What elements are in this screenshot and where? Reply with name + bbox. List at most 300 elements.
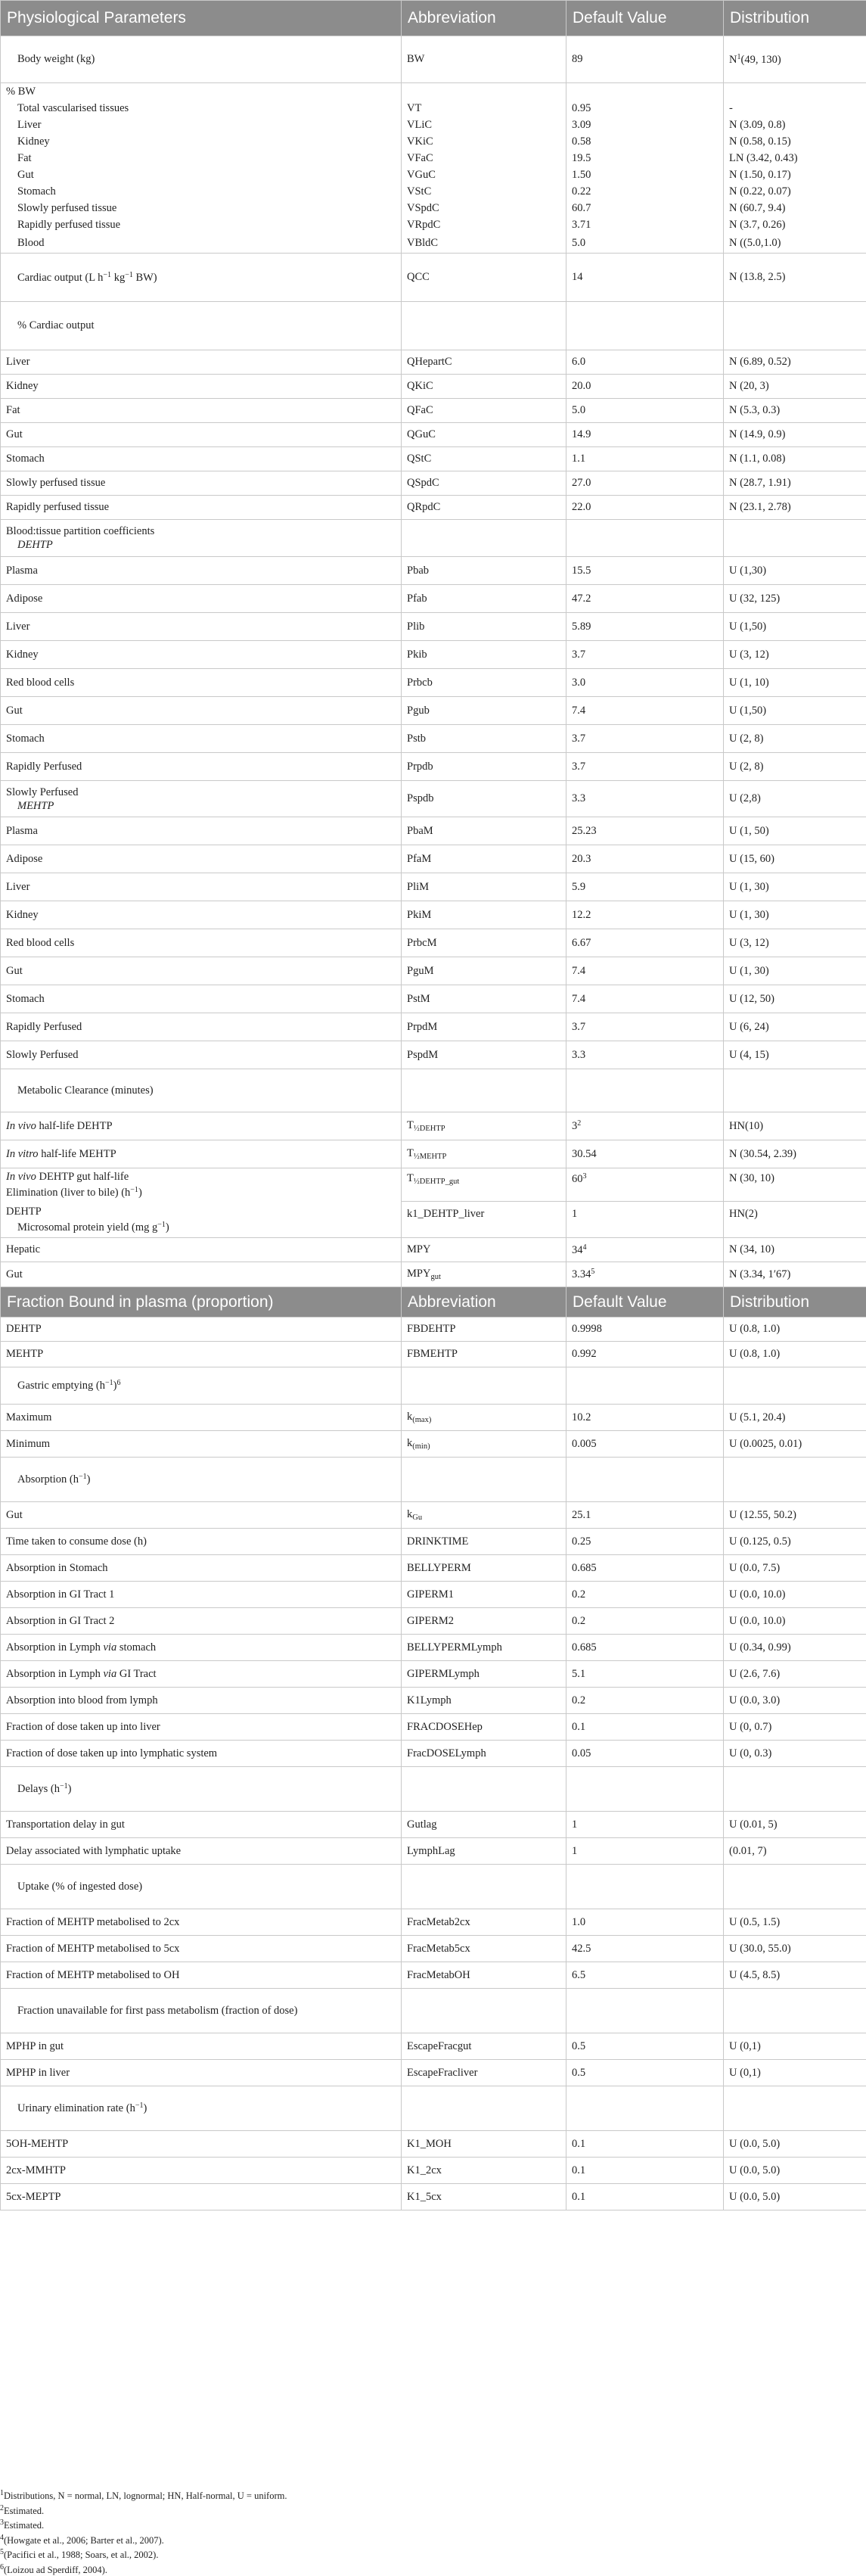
table-cell: N (28.7, 1.91) [724, 471, 866, 496]
table-cell: Absorption in GI Tract 1 [1, 1582, 402, 1608]
header-default: Default Value [566, 1287, 724, 1318]
table-cell: 6.67 [566, 929, 724, 957]
table-cell: 0.685 [566, 1635, 724, 1661]
table-cell [566, 83, 724, 101]
table-cell: $MPY_{gut}$ [402, 1262, 566, 1287]
table-cell: 3.7 [566, 725, 724, 753]
table-cell: 14 [566, 254, 724, 302]
table-cell: 3.34$^5$ [566, 1262, 724, 1287]
table-row [1, 1767, 866, 1812]
table-cell: Slowly perfused tissue [1, 471, 402, 496]
table-cell: FracMetabOH [402, 1962, 566, 1989]
table-cell: U (12, 50) [724, 985, 866, 1013]
table-cell: Maximum [1, 1405, 402, 1431]
table-row [1, 957, 866, 985]
table-cell: Fraction of MEHTP metabolised to OH [1, 1962, 402, 1989]
table-cell: 3.09 [566, 117, 724, 134]
header-parameter: Physiological Parameters [1, 1, 402, 36]
table-cell [402, 520, 566, 557]
table-cell [402, 1069, 566, 1112]
table-cell: - [724, 101, 866, 117]
table-cell: 6.5 [566, 1962, 724, 1989]
table-cell [566, 1069, 724, 1112]
header-default: Default Value [566, 1, 724, 36]
table-cell: PliM [402, 873, 566, 901]
table-cell: MPY [402, 1238, 566, 1262]
table-cell: Slowly Perfused [1, 1041, 402, 1069]
table-cell: EscapeFracgut [402, 2033, 566, 2060]
table-row [1, 1688, 866, 1714]
table-cell: U (1,50) [724, 613, 866, 641]
table-cell: Kidney [1, 901, 402, 929]
table-row [1, 1909, 866, 1936]
table-cell: U (3, 12) [724, 929, 866, 957]
table-row [1, 1458, 866, 1502]
table-cell [402, 1767, 566, 1812]
table-cell [566, 1767, 724, 1812]
table-cell: $T_{\frac{1}{2}MEHTP}$ [402, 1140, 566, 1168]
table-cell: 1 [566, 1202, 724, 1238]
table-cell: 1 [566, 1838, 724, 1865]
table-cell: 7.4 [566, 697, 724, 725]
table-row [1, 817, 866, 845]
table-cell: U (0, 0.3) [724, 1741, 866, 1767]
table-cell: 0.2 [566, 1688, 724, 1714]
table-cell: 0.9998 [566, 1318, 724, 1342]
table-cell: 12.2 [566, 901, 724, 929]
table-cell: 0.2 [566, 1608, 724, 1635]
table-cell: U (0.0, 5.0) [724, 2131, 866, 2158]
cell-dist: $N^1(49$, 130) [724, 36, 866, 83]
table-cell: 0.685 [566, 1555, 724, 1582]
table-cell: DRINKTIME [402, 1529, 566, 1555]
table-cell: Delays $(h^{-1})$ [1, 1767, 402, 1812]
table-cell: Stomach [1, 447, 402, 471]
table-cell: Blood [1, 234, 402, 254]
header-abbreviation: Abbreviation [402, 1287, 566, 1318]
table-cell: Slowly perfused tissue [1, 201, 402, 217]
table-cell: FBDEHTP [402, 1318, 566, 1342]
table-cell: VLiC [402, 117, 566, 134]
table-cell: Time taken to consume dose (h) [1, 1529, 402, 1555]
table-cell [724, 1458, 866, 1502]
table-cell: N (3.34, 1′67) [724, 1262, 866, 1287]
table-row [1, 1238, 866, 1262]
table-cell: N (34, 10) [724, 1238, 866, 1262]
table-cell: N (3.09, 0.8) [724, 117, 866, 134]
table-row [1, 1168, 866, 1202]
section-title: Metabolic Clearance (minutes) [1, 1069, 402, 1112]
table-cell: U (0.5, 1.5) [724, 1909, 866, 1936]
table-row [1, 184, 866, 201]
footnote: $^2$Estimated. [0, 2503, 866, 2518]
cardiac-output-label: Cardiac output (L $h^{-1}$ $kg^{-1}$ BW) [1, 254, 402, 302]
table-cell: Absorption in Stomach [1, 1555, 402, 1582]
table-cell: 0.1 [566, 2158, 724, 2184]
table-cell: QFaC [402, 399, 566, 423]
table-cell: Stomach [1, 985, 402, 1013]
table-cell: QGuC [402, 423, 566, 447]
table-cell: U (0.0, 5.0) [724, 2158, 866, 2184]
table-cell: U (0.0, 7.5) [724, 1555, 866, 1582]
header-parameter: Fraction Bound in plasma (proportion) [1, 1287, 402, 1318]
table-row [1, 1865, 866, 1909]
section-title: % BW [1, 83, 402, 101]
table-row [1, 1529, 866, 1555]
table-cell: 3.7 [566, 641, 724, 669]
table-cell: 7.4 [566, 985, 724, 1013]
table-cell: Fraction of MEHTP metabolised to 2cx [1, 1909, 402, 1936]
table-row [1, 1555, 866, 1582]
table-row [1, 1367, 866, 1405]
table-cell: Pspdb [402, 781, 566, 817]
table-cell: N (30.54, 2.39) [724, 1140, 866, 1168]
table-cell: U (0.0, 10.0) [724, 1608, 866, 1635]
table-cell: 3.7 [566, 1013, 724, 1041]
table-row [1, 217, 866, 234]
table-row [1, 1262, 866, 1287]
table-cell [724, 1767, 866, 1812]
table-cell: U (4.5, 8.5) [724, 1962, 866, 1989]
table-cell: U (0.8, 1.0) [724, 1342, 866, 1367]
table-cell: Adipose [1, 585, 402, 613]
table-row [1, 641, 866, 669]
table-row [1, 929, 866, 957]
table-cell: U (2.6, 7.6) [724, 1661, 866, 1688]
table-cell: 0.1 [566, 1714, 724, 1741]
table-cell: 3.71 [566, 217, 724, 234]
table-cell: Pstb [402, 725, 566, 753]
table-cell [566, 1989, 724, 2033]
table-cell: N (1.50, 0.17) [724, 167, 866, 184]
table-cell: Pbab [402, 557, 566, 585]
table-cell: Kidney [1, 641, 402, 669]
table-cell: N (6.89, 0.52) [724, 350, 866, 375]
table-row [1, 1318, 866, 1342]
table-cell: Liver [1, 873, 402, 901]
table-cell: In vivo half-life DEHTP [1, 1112, 402, 1140]
table-cell: Fraction of MEHTP metabolised to 5cx [1, 1936, 402, 1962]
table-row [1, 1812, 866, 1838]
table-cell: PspdM [402, 1041, 566, 1069]
table-cell: 0.2 [566, 1582, 724, 1608]
table-cell: PguM [402, 957, 566, 985]
table-cell: 1 [566, 1812, 724, 1838]
table-cell: Kidney [1, 134, 402, 151]
table-cell [402, 302, 566, 350]
footnote: $^5$(Pacifici et al., 1988; Soars, et al., 2002). [0, 2546, 866, 2562]
table-cell: 14.9 [566, 423, 724, 447]
table-cell: U (1, 30) [724, 873, 866, 901]
table-cell: Fraction of dose taken up into liver [1, 1714, 402, 1741]
table-row [1, 669, 866, 697]
table-cell: 30.54 [566, 1140, 724, 1168]
table-cell [724, 1865, 866, 1909]
table-cell: Delay associated with lymphatic uptake [1, 1838, 402, 1865]
table-cell: 0.992 [566, 1342, 724, 1367]
table-cell: Plasma [1, 557, 402, 585]
table-row [1, 725, 866, 753]
table-cell: 5.89 [566, 613, 724, 641]
table-cell: N (3.7, 0.26) [724, 217, 866, 234]
table-cell: Plasma [1, 817, 402, 845]
table-row [1, 101, 866, 117]
table-cell: N (14.9, 0.9) [724, 423, 866, 447]
table-cell: Absorption in GI Tract 2 [1, 1608, 402, 1635]
table-cell: N (1.1, 0.08) [724, 447, 866, 471]
table-cell: In vivo DEHTP gut half-life Elimination (liver to bile) $(h^{-1})$ [1, 1168, 402, 1202]
table-cell: K1Lymph [402, 1688, 566, 1714]
table-cell: U (3, 12) [724, 641, 866, 669]
table-cell: U (0.0, 5.0) [724, 2184, 866, 2210]
table-cell: 3.3 [566, 1041, 724, 1069]
table-cell: VBldC [402, 234, 566, 254]
table-row [1, 350, 866, 375]
table-cell: $3^2$ [566, 1112, 724, 1140]
table-cell: U (0.8, 1.0) [724, 1318, 866, 1342]
table-cell: Kidney [1, 375, 402, 399]
table-cell: 1.0 [566, 1909, 724, 1936]
table-cell: 5.0 [566, 399, 724, 423]
table-cell: N (5.3, 0.3) [724, 399, 866, 423]
table-row [1, 557, 866, 585]
table-cell: Transportation delay in gut [1, 1812, 402, 1838]
table-cell: U (30.0, 55.0) [724, 1936, 866, 1962]
table-cell: BELLYPERM [402, 1555, 566, 1582]
table-cell: Stomach [1, 184, 402, 201]
table-cell: $34^4$ [566, 1238, 724, 1262]
table-row [1, 781, 866, 817]
table-row [1, 1342, 866, 1367]
table-cell: DEHTP [1, 1318, 402, 1342]
table-cell: QStC [402, 447, 566, 471]
table-cell [566, 1458, 724, 1502]
table-cell: 20.3 [566, 845, 724, 873]
table-cell: Rapidly Perfused [1, 753, 402, 781]
table-cell: 2cx-MMHTP [1, 2158, 402, 2184]
table-cell: FBMEHTP [402, 1342, 566, 1367]
table-row [1, 399, 866, 423]
table-cell: 1.50 [566, 167, 724, 184]
table-cell: VStC [402, 184, 566, 201]
table-cell: Rapidly Perfused [1, 1013, 402, 1041]
table-cell [566, 1367, 724, 1405]
table-row [1, 1502, 866, 1529]
table-row [1, 873, 866, 901]
table-row [1, 2158, 866, 2184]
table-row [1, 1635, 866, 1661]
table-cell: 0.1 [566, 2131, 724, 2158]
table-cell: 19.5 [566, 151, 724, 167]
table-cell: U (1, 50) [724, 817, 866, 845]
table-cell: 3.7 [566, 753, 724, 781]
table-cell: U (0.0, 10.0) [724, 1582, 866, 1608]
table-cell: Fat [1, 399, 402, 423]
header-abbreviation: Abbreviation [402, 1, 566, 36]
table-row [1, 1962, 866, 1989]
table-cell: U (12.55, 50.2) [724, 1502, 866, 1529]
table-cell: MPHP in liver [1, 2060, 402, 2086]
table-cell: Gut [1, 957, 402, 985]
table-cell: 42.5 [566, 1936, 724, 1962]
table-cell: Total vascularised tissues [1, 101, 402, 117]
table-row [1, 753, 866, 781]
table-row [1, 471, 866, 496]
table-cell: 20.0 [566, 375, 724, 399]
table-row [1, 613, 866, 641]
table-cell: Liver [1, 117, 402, 134]
table-row [1, 2033, 866, 2060]
table-cell: 25.1 [566, 1502, 724, 1529]
table-cell: VSpdC [402, 201, 566, 217]
table-row [1, 1140, 866, 1168]
table-row [1, 1069, 866, 1112]
table-cell: VFaC [402, 151, 566, 167]
table-cell: U (2, 8) [724, 753, 866, 781]
footnote: $^1$Distributions, N = normal, LN, lognormal; HN, Half-normal, U = uniform. [0, 2487, 866, 2503]
table-row [1, 496, 866, 520]
table-header [1, 1287, 866, 1318]
table-cell: 0.58 [566, 134, 724, 151]
table-cell: QSpdC [402, 471, 566, 496]
partition-title: Blood:tissue partition coefficients DEHTP [1, 520, 402, 557]
table-row [1, 167, 866, 184]
table-cell: Slowly Perfused MEHTP [1, 781, 402, 817]
table-cell: BELLYPERMLymph [402, 1635, 566, 1661]
cell-abbr: BW [402, 36, 566, 83]
table-cell: U (2,8) [724, 781, 866, 817]
table-row [1, 2184, 866, 2210]
table-cell: 15.5 [566, 557, 724, 585]
table-cell [566, 520, 724, 557]
table-cell: U (0.01, 5) [724, 1812, 866, 1838]
table-cell: U (0.0025, 0.01) [724, 1431, 866, 1458]
table-cell: Hepatic [1, 1238, 402, 1262]
table-cell: U (5.1, 20.4) [724, 1405, 866, 1431]
table-row [1, 1714, 866, 1741]
table-row [1, 1989, 866, 2033]
table-cell: $k_{(min)}$ [402, 1431, 566, 1458]
table-cell: LN (3.42, 0.43) [724, 151, 866, 167]
table-cell: GIPERM1 [402, 1582, 566, 1608]
table-row [1, 447, 866, 471]
table-cell: Gut [1, 1262, 402, 1287]
table-cell: 27.0 [566, 471, 724, 496]
table-cell: N (60.7, 9.4) [724, 201, 866, 217]
table-cell: 0.5 [566, 2060, 724, 2086]
table-cell: U (2, 8) [724, 725, 866, 753]
table-row [1, 845, 866, 873]
table-row [1, 117, 866, 134]
table-row [1, 901, 866, 929]
table-cell [724, 520, 866, 557]
table-cell: U (32, 125) [724, 585, 866, 613]
table-row [1, 520, 866, 557]
table-cell: K1_2cx [402, 2158, 566, 2184]
table-row [1, 83, 866, 101]
table-cell: $k_{(max)}$ [402, 1405, 566, 1431]
table-row [1, 423, 866, 447]
table-cell: Gut [1, 167, 402, 184]
table-cell: 5OH-MEHTP [1, 2131, 402, 2158]
table-row [1, 1838, 866, 1865]
table-row [1, 1202, 866, 1238]
table-cell: Absorption into blood from lymph [1, 1688, 402, 1714]
table-cell: 25.23 [566, 817, 724, 845]
table-cell: VKiC [402, 134, 566, 151]
table-cell [402, 1989, 566, 2033]
table-cell [566, 302, 724, 350]
table-cell: Absorption $(h^{-1})$ [1, 1458, 402, 1502]
table-row [1, 1582, 866, 1608]
table-cell: 5.0 [566, 234, 724, 254]
table-cell: Red blood cells [1, 929, 402, 957]
table-cell: MEHTP [1, 1342, 402, 1367]
table-cell [402, 1367, 566, 1405]
table-row [1, 1431, 866, 1458]
table-row [1, 1405, 866, 1431]
table-row [1, 2060, 866, 2086]
table-cell: GIPERM2 [402, 1608, 566, 1635]
table-cell: Pgub [402, 697, 566, 725]
table-cell: 3.3 [566, 781, 724, 817]
table-cell: GIPERMLymph [402, 1661, 566, 1688]
table-cell: 0.5 [566, 2033, 724, 2060]
table-cell: 0.1 [566, 2184, 724, 2210]
table-cell: Prpdb [402, 753, 566, 781]
table-cell: QHepartC [402, 350, 566, 375]
table-cell: Liver [1, 613, 402, 641]
table-row [1, 1041, 866, 1069]
table-row [1, 134, 866, 151]
section-title: % Cardiac output [1, 302, 402, 350]
table-cell [724, 302, 866, 350]
table-cell: Gut [1, 1502, 402, 1529]
table-cell: U (1, 30) [724, 957, 866, 985]
table-cell: Stomach [1, 725, 402, 753]
table-cell: 47.2 [566, 585, 724, 613]
table-cell: U (0,1) [724, 2033, 866, 2060]
table-row [1, 2086, 866, 2131]
table-cell: VT [402, 101, 566, 117]
table-cell: 0.005 [566, 1431, 724, 1458]
table-cell: Absorption in Lymph via GI Tract [1, 1661, 402, 1688]
table-cell: PrbcM [402, 929, 566, 957]
table-cell: 0.22 [566, 184, 724, 201]
table-row [1, 585, 866, 613]
table-cell: 7.4 [566, 957, 724, 985]
table-cell: PkiM [402, 901, 566, 929]
table-row [1, 1661, 866, 1688]
table-cell: U (0.34, 0.99) [724, 1635, 866, 1661]
table-cell: U (1,30) [724, 557, 866, 585]
table-cell: Absorption in Lymph via stomach [1, 1635, 402, 1661]
table-cell: 5.1 [566, 1661, 724, 1688]
table-cell [724, 1069, 866, 1112]
cell-default: 89 [566, 36, 724, 83]
table-cell: Gutlag [402, 1812, 566, 1838]
table-cell: U (0.125, 0.5) [724, 1529, 866, 1555]
footnote: $^3$Estimated. [0, 2517, 866, 2532]
table-cell: Gastric emptying $(h^{-1})^6$ [1, 1367, 402, 1405]
table-cell: U (0, 0.7) [724, 1714, 866, 1741]
table-cell: U (0,1) [724, 2060, 866, 2086]
table-cell [724, 83, 866, 101]
table-cell: FRACDOSEHep [402, 1714, 566, 1741]
table-cell: $60^3$ [566, 1168, 724, 1202]
table-cell: U (6, 24) [724, 1013, 866, 1041]
table-cell: 5cx-MEPTP [1, 2184, 402, 2210]
